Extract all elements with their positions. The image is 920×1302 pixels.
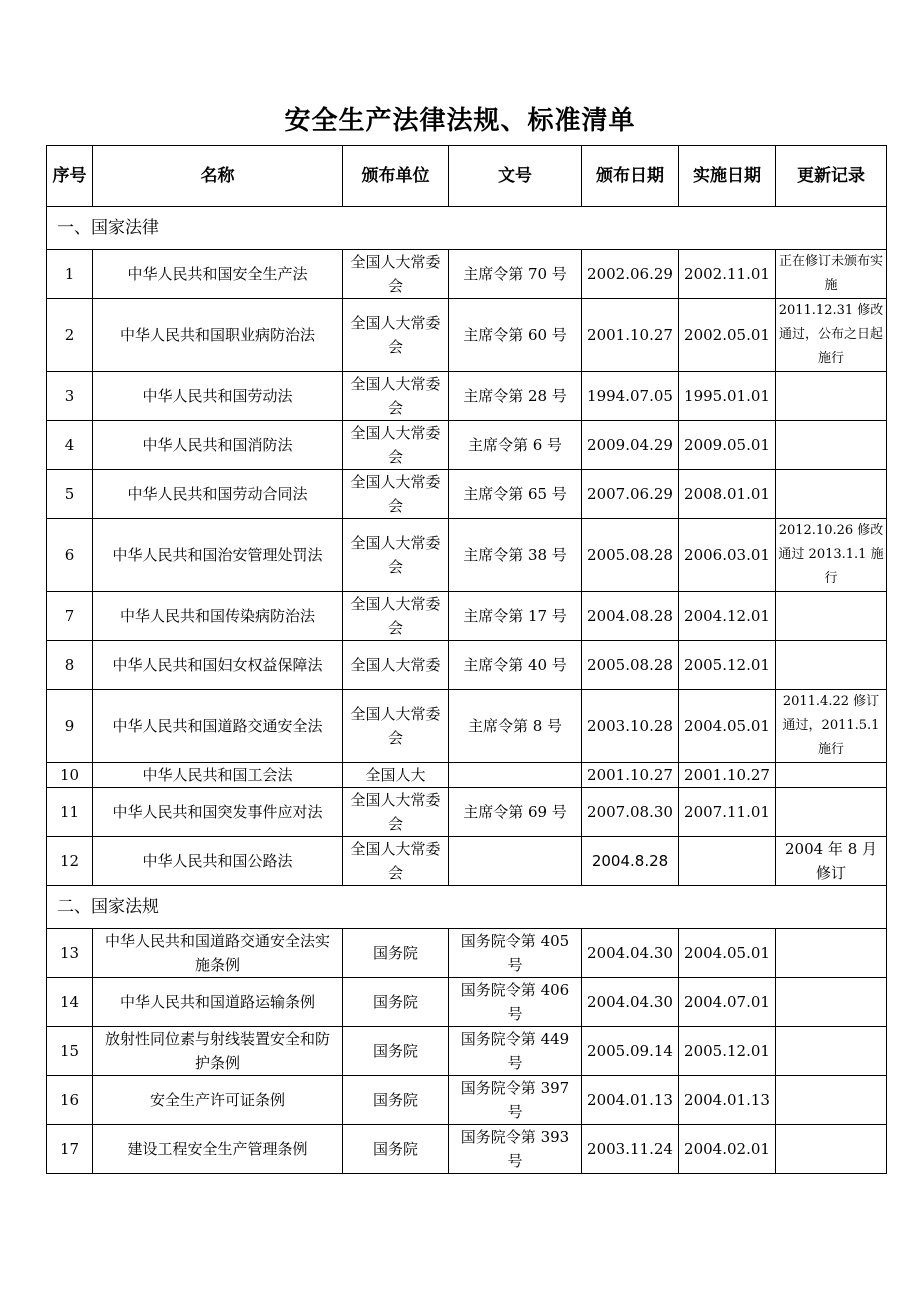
row-doc-number: 主席令第 6 号 bbox=[449, 421, 582, 470]
table-row bbox=[47, 788, 887, 837]
row-number: 10 bbox=[47, 763, 93, 788]
table-row bbox=[47, 763, 887, 788]
section-header-row bbox=[47, 207, 887, 250]
header-cell-eff-date: 实施日期 bbox=[679, 146, 776, 207]
row-issuer: 国务院 bbox=[343, 1027, 449, 1076]
row-issuer: 全国人大常委会 bbox=[343, 250, 449, 299]
row-note bbox=[776, 1125, 887, 1174]
row-issuer: 国务院 bbox=[343, 1076, 449, 1125]
row-doc-number: 主席令第 8 号 bbox=[449, 690, 582, 763]
row-eff-date: 2009.05.01 bbox=[679, 421, 776, 470]
row-eff-date: 2004.05.01 bbox=[679, 690, 776, 763]
row-pub-date: 1994.07.05 bbox=[582, 372, 679, 421]
row-issuer: 国务院 bbox=[343, 1125, 449, 1174]
row-note bbox=[776, 929, 887, 978]
row-doc-number bbox=[449, 763, 582, 788]
row-name: 放射性同位素与射线装置安全和防护条例 bbox=[93, 1027, 343, 1076]
row-name: 安全生产许可证条例 bbox=[93, 1076, 343, 1125]
row-doc-number: 主席令第 70 号 bbox=[449, 250, 582, 299]
row-name: 中华人民共和国传染病防治法 bbox=[93, 592, 343, 641]
row-name: 中华人民共和国公路法 bbox=[93, 837, 343, 886]
row-eff-date: 2004.02.01 bbox=[679, 1125, 776, 1174]
row-eff-date bbox=[679, 837, 776, 886]
table-row bbox=[47, 641, 887, 690]
row-note bbox=[776, 372, 887, 421]
row-issuer: 全国人大常委会 bbox=[343, 690, 449, 763]
row-eff-date: 2008.01.01 bbox=[679, 470, 776, 519]
row-name: 中华人民共和国突发事件应对法 bbox=[93, 788, 343, 837]
row-note: 2004 年 8 月修订 bbox=[776, 837, 887, 886]
row-issuer: 国务院 bbox=[343, 978, 449, 1027]
row-eff-date: 2004.01.13 bbox=[679, 1076, 776, 1125]
header-cell-doc: 文号 bbox=[449, 146, 582, 207]
table-row bbox=[47, 1125, 887, 1174]
row-pub-date: 2003.11.24 bbox=[582, 1125, 679, 1174]
row-number: 1 bbox=[47, 250, 93, 299]
row-pub-date: 2004.04.30 bbox=[582, 978, 679, 1027]
section-heading: 一、国家法律 bbox=[47, 207, 887, 250]
header-row bbox=[47, 146, 887, 207]
row-pub-date: 2002.06.29 bbox=[582, 250, 679, 299]
row-number: 16 bbox=[47, 1076, 93, 1125]
row-pub-date: 2001.10.27 bbox=[582, 763, 679, 788]
regulations-table bbox=[46, 145, 887, 1174]
row-eff-date: 2006.03.01 bbox=[679, 519, 776, 592]
row-pub-date: 2007.06.29 bbox=[582, 470, 679, 519]
row-issuer: 全国人大常委会 bbox=[343, 421, 449, 470]
table-row bbox=[47, 978, 887, 1027]
row-pub-date: 2004.01.13 bbox=[582, 1076, 679, 1125]
row-pub-date: 2004.8.28 bbox=[582, 837, 679, 886]
row-doc-number: 国务院令第 397 号 bbox=[449, 1076, 582, 1125]
row-doc-number: 国务院令第 406 号 bbox=[449, 978, 582, 1027]
row-name: 中华人民共和国道路运输条例 bbox=[93, 978, 343, 1027]
row-doc-number: 国务院令第 405 号 bbox=[449, 929, 582, 978]
row-note: 2012.10.26 修改通过 2013.1.1 施行 bbox=[776, 519, 887, 592]
row-eff-date: 1995.01.01 bbox=[679, 372, 776, 421]
row-issuer: 全国人大常委会 bbox=[343, 299, 449, 372]
row-eff-date: 2002.05.01 bbox=[679, 299, 776, 372]
row-pub-date: 2004.04.30 bbox=[582, 929, 679, 978]
row-issuer: 全国人大常委 bbox=[343, 641, 449, 690]
table-row bbox=[47, 372, 887, 421]
table-row bbox=[47, 1027, 887, 1076]
row-number: 5 bbox=[47, 470, 93, 519]
row-number: 8 bbox=[47, 641, 93, 690]
header-cell-issuer: 颁布单位 bbox=[343, 146, 449, 207]
row-name: 中华人民共和国工会法 bbox=[93, 763, 343, 788]
header-cell-name: 名称 bbox=[93, 146, 343, 207]
row-number: 3 bbox=[47, 372, 93, 421]
row-doc-number bbox=[449, 837, 582, 886]
row-name: 建设工程安全生产管理条例 bbox=[93, 1125, 343, 1174]
row-issuer: 国务院 bbox=[343, 929, 449, 978]
table-row bbox=[47, 929, 887, 978]
row-number: 6 bbox=[47, 519, 93, 592]
row-eff-date: 2004.12.01 bbox=[679, 592, 776, 641]
row-note bbox=[776, 978, 887, 1027]
table-row bbox=[47, 592, 887, 641]
row-doc-number: 国务院令第 393 号 bbox=[449, 1125, 582, 1174]
row-note: 2011.4.22 修订通过，2011.5.1 施行 bbox=[776, 690, 887, 763]
row-pub-date: 2009.04.29 bbox=[582, 421, 679, 470]
table-row bbox=[47, 837, 887, 886]
row-eff-date: 2005.12.01 bbox=[679, 641, 776, 690]
section-header-row bbox=[47, 886, 887, 929]
row-issuer: 全国人大常委会 bbox=[343, 592, 449, 641]
row-eff-date: 2007.11.01 bbox=[679, 788, 776, 837]
row-doc-number: 国务院令第 449 号 bbox=[449, 1027, 582, 1076]
row-note bbox=[776, 421, 887, 470]
page-title: 安全生产法律法规、标准清单 bbox=[284, 106, 636, 136]
row-doc-number: 主席令第 38 号 bbox=[449, 519, 582, 592]
row-number: 15 bbox=[47, 1027, 93, 1076]
row-doc-number: 主席令第 40 号 bbox=[449, 641, 582, 690]
row-pub-date: 2005.08.28 bbox=[582, 519, 679, 592]
row-note bbox=[776, 1076, 887, 1125]
row-number: 11 bbox=[47, 788, 93, 837]
row-number: 9 bbox=[47, 690, 93, 763]
row-name: 中华人民共和国道路交通安全法实施条例 bbox=[93, 929, 343, 978]
row-eff-date: 2004.07.01 bbox=[679, 978, 776, 1027]
row-issuer: 全国人大常委会 bbox=[343, 837, 449, 886]
row-issuer: 全国人大常委会 bbox=[343, 788, 449, 837]
row-pub-date: 2005.08.28 bbox=[582, 641, 679, 690]
row-note: 2011.12.31 修改通过，公布之日起施行 bbox=[776, 299, 887, 372]
row-note bbox=[776, 788, 887, 837]
row-issuer: 全国人大常委会 bbox=[343, 372, 449, 421]
row-number: 14 bbox=[47, 978, 93, 1027]
header-cell-no: 序号 bbox=[47, 146, 93, 207]
row-pub-date: 2001.10.27 bbox=[582, 299, 679, 372]
header-cell-pub-date: 颁布日期 bbox=[582, 146, 679, 207]
row-doc-number: 主席令第 60 号 bbox=[449, 299, 582, 372]
row-number: 4 bbox=[47, 421, 93, 470]
table-row bbox=[47, 519, 887, 592]
row-doc-number: 主席令第 17 号 bbox=[449, 592, 582, 641]
row-name: 中华人民共和国安全生产法 bbox=[93, 250, 343, 299]
row-name: 中华人民共和国治安管理处罚法 bbox=[93, 519, 343, 592]
row-number: 13 bbox=[47, 929, 93, 978]
header-cell-note: 更新记录 bbox=[776, 146, 887, 207]
row-note bbox=[776, 763, 887, 788]
row-eff-date: 2001.10.27 bbox=[679, 763, 776, 788]
row-number: 2 bbox=[47, 299, 93, 372]
row-name: 中华人民共和国消防法 bbox=[93, 421, 343, 470]
table-row bbox=[47, 299, 887, 372]
row-note bbox=[776, 1027, 887, 1076]
row-name: 中华人民共和国劳动合同法 bbox=[93, 470, 343, 519]
row-pub-date: 2003.10.28 bbox=[582, 690, 679, 763]
row-doc-number: 主席令第 69 号 bbox=[449, 788, 582, 837]
row-issuer: 全国人大 bbox=[343, 763, 449, 788]
row-pub-date: 2007.08.30 bbox=[582, 788, 679, 837]
table-row bbox=[47, 1076, 887, 1125]
row-number: 17 bbox=[47, 1125, 93, 1174]
row-number: 12 bbox=[47, 837, 93, 886]
row-issuer: 全国人大常委会 bbox=[343, 519, 449, 592]
row-eff-date: 2005.12.01 bbox=[679, 1027, 776, 1076]
row-doc-number: 主席令第 65 号 bbox=[449, 470, 582, 519]
row-name: 中华人民共和国妇女权益保障法 bbox=[93, 641, 343, 690]
row-name: 中华人民共和国道路交通安全法 bbox=[93, 690, 343, 763]
table-row bbox=[47, 470, 887, 519]
row-doc-number: 主席令第 28 号 bbox=[449, 372, 582, 421]
table-row bbox=[47, 250, 887, 299]
row-issuer: 全国人大常委会 bbox=[343, 470, 449, 519]
row-note bbox=[776, 592, 887, 641]
table-row bbox=[47, 690, 887, 763]
row-eff-date: 2002.11.01 bbox=[679, 250, 776, 299]
table-row bbox=[47, 421, 887, 470]
row-note bbox=[776, 470, 887, 519]
row-pub-date: 2004.08.28 bbox=[582, 592, 679, 641]
row-note: 正在修订未颁布实施 bbox=[776, 250, 887, 299]
row-number: 7 bbox=[47, 592, 93, 641]
row-eff-date: 2004.05.01 bbox=[679, 929, 776, 978]
row-note bbox=[776, 641, 887, 690]
row-name: 中华人民共和国劳动法 bbox=[93, 372, 343, 421]
row-pub-date: 2005.09.14 bbox=[582, 1027, 679, 1076]
section-heading: 二、国家法规 bbox=[47, 886, 887, 929]
row-name: 中华人民共和国职业病防治法 bbox=[93, 299, 343, 372]
